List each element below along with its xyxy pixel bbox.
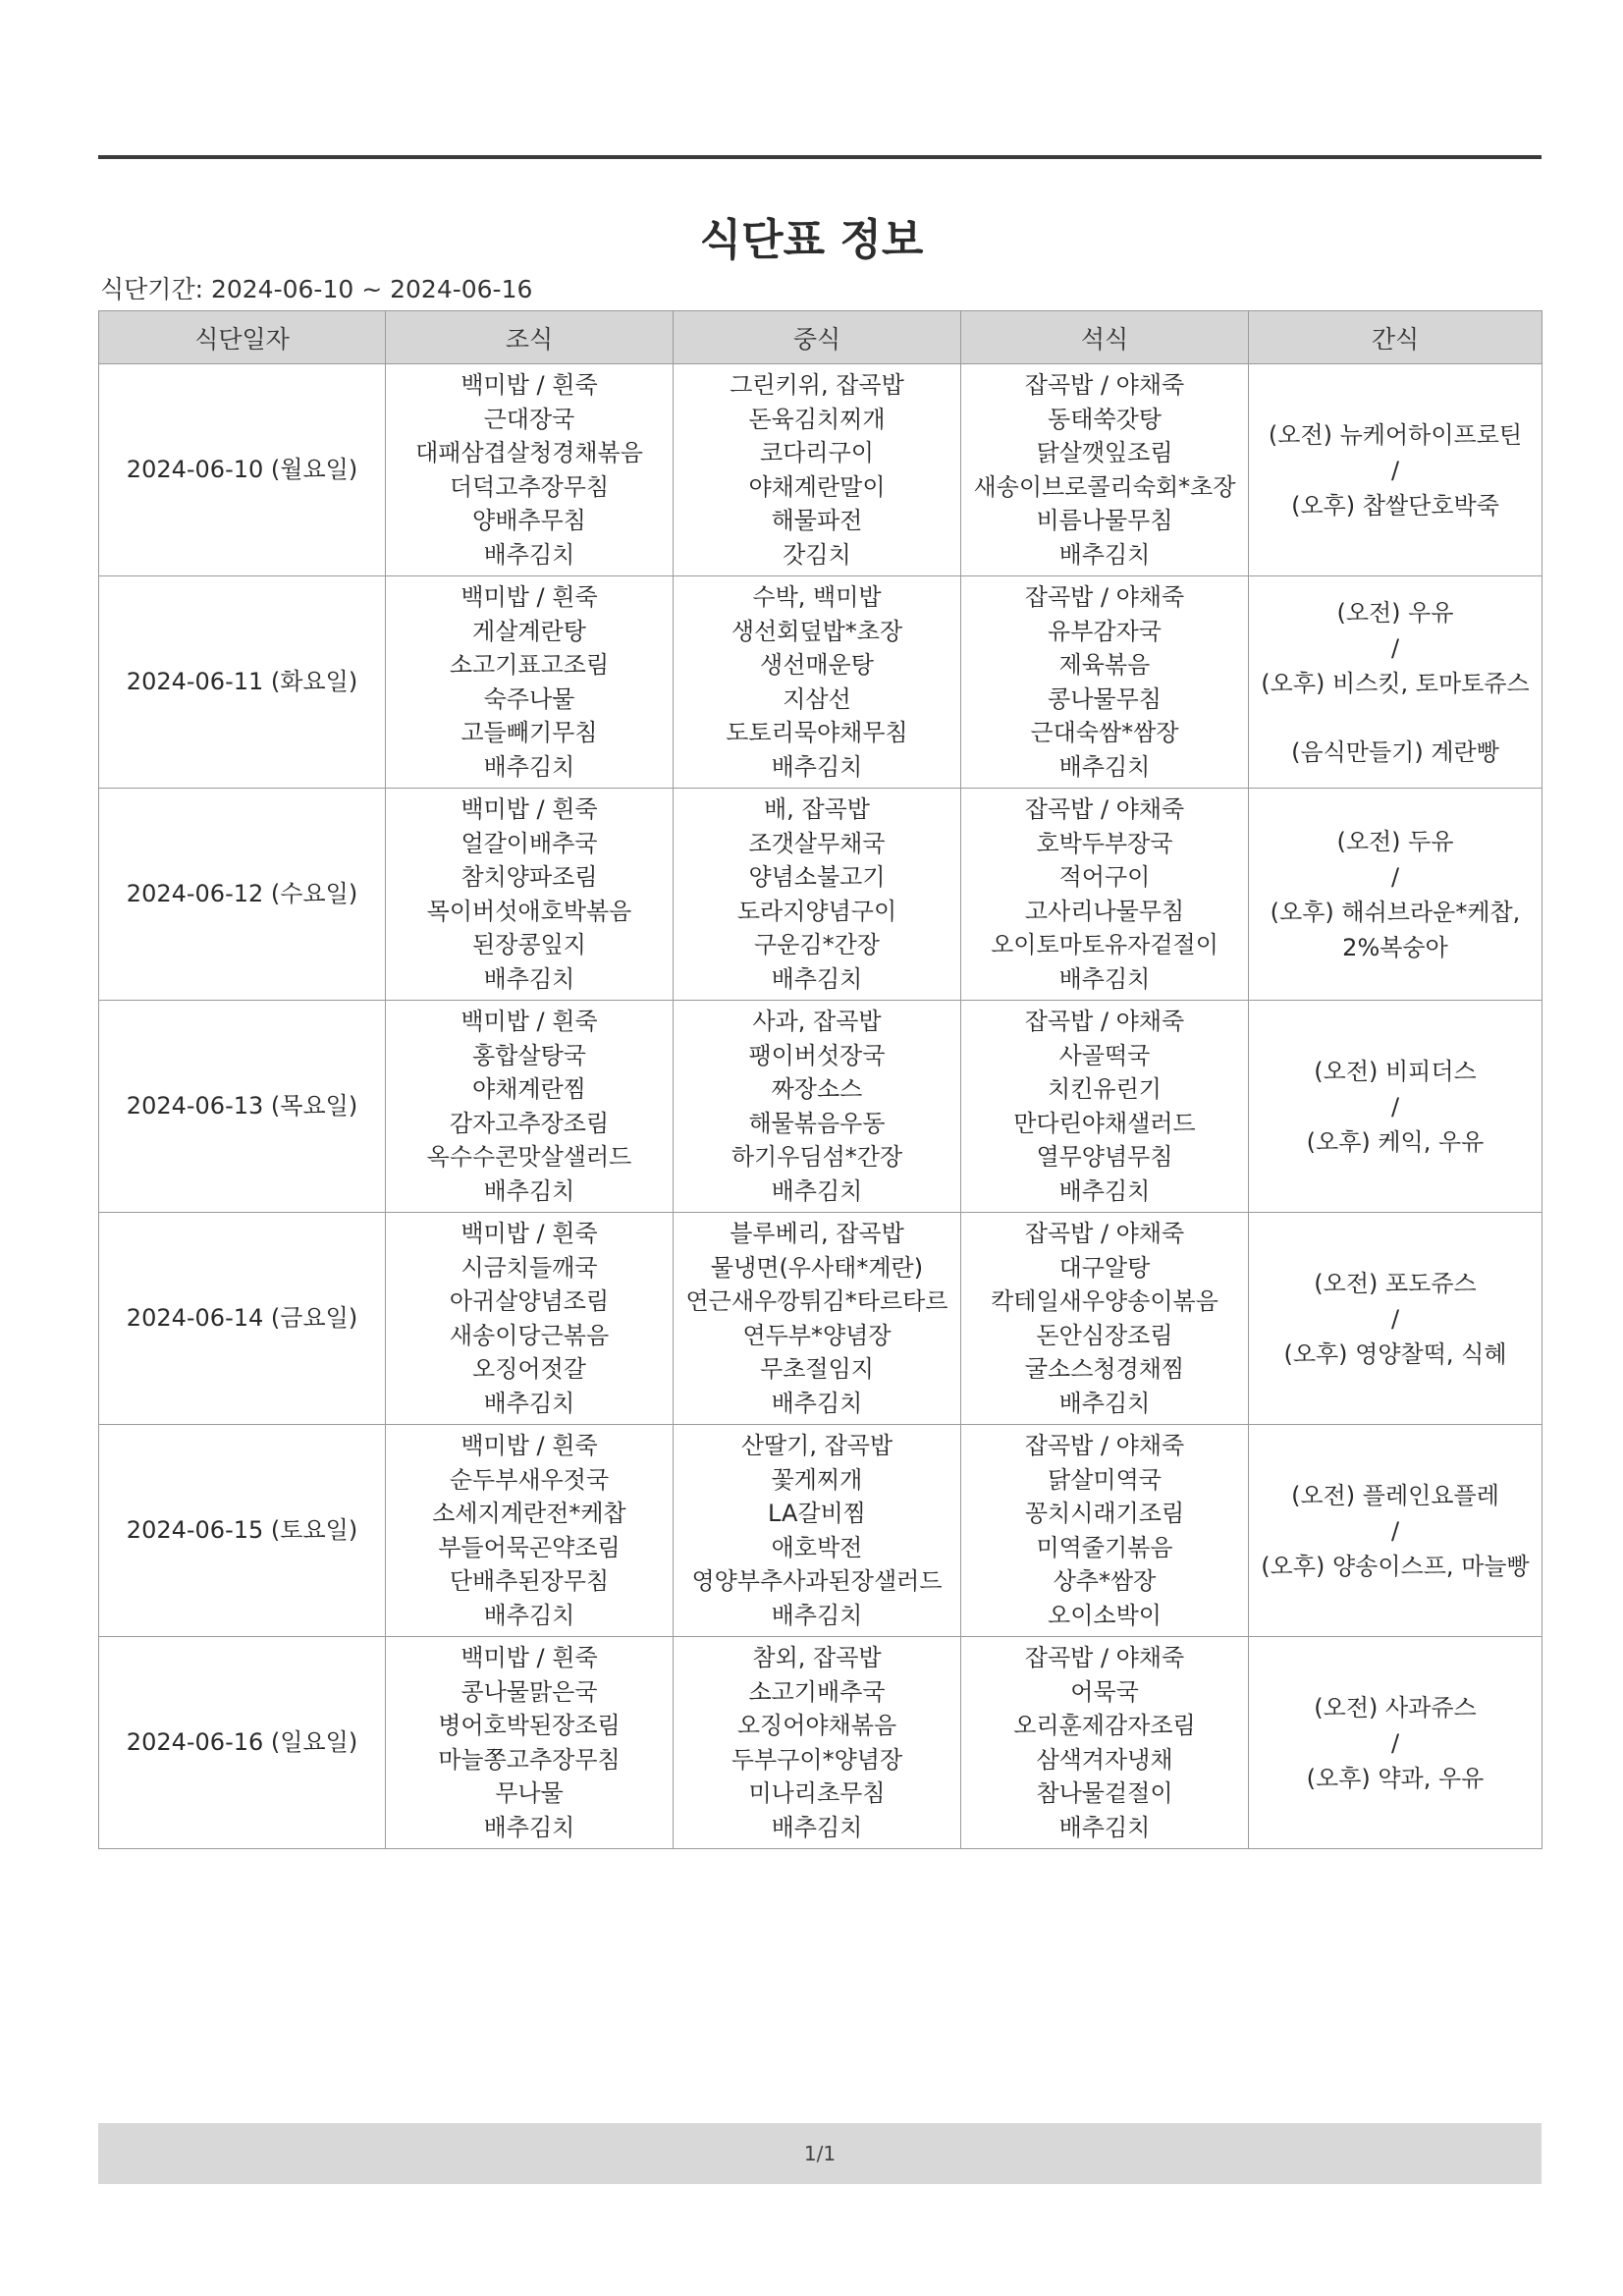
menu-item: 배추김치 (771, 1813, 863, 1841)
menu-item: / (1390, 1092, 1400, 1121)
menu-item: (오후) 해쉬브라운*케찹, (1270, 898, 1521, 926)
menu-item: 구운김*간장 (754, 931, 880, 958)
menu-item: 돈안심장조림 (1036, 1321, 1173, 1349)
menu-item: 만다린야채샐러드 (1013, 1109, 1196, 1137)
menu-item: / (1390, 862, 1400, 891)
menu-item: 도토리묵야채무침 (726, 719, 908, 746)
date-cell: 2024-06-15 (토요일) (99, 1425, 386, 1637)
menu-item: 영양부추사과된장샐러드 (691, 1567, 943, 1595)
menu-item: 미역줄기볶음 (1036, 1533, 1173, 1561)
breakfast-cell (386, 576, 674, 789)
menu-period: 식단기간: 2024-06-10 ~ 2024-06-16 (100, 275, 533, 303)
menu-item: 잡곡밥 / 야채죽 (1024, 1008, 1185, 1035)
lunch-cell (674, 576, 961, 789)
menu-item: 하기우딤섬*간장 (730, 1143, 903, 1171)
menu-item: 갓김치 (783, 540, 851, 569)
menu-item: 새송이당근볶음 (449, 1321, 610, 1349)
menu-item: 배추김치 (771, 1176, 863, 1205)
menu-item: (오후) 비스킷, 토마토쥬스 (1261, 669, 1530, 697)
menu-item: (오후) 영양찰떡, 식혜 (1283, 1339, 1507, 1368)
date-cell: 2024-06-12 (수요일) (99, 789, 386, 1001)
menu-item: 호박두부장국 (1036, 829, 1173, 857)
menu-item: 무초절임지 (760, 1355, 874, 1383)
menu-item: 배추김치 (1058, 1176, 1151, 1205)
menu-item: / (1390, 456, 1400, 484)
snack-cell (1249, 1637, 1542, 1849)
menu-item: 참치양파조림 (460, 863, 598, 891)
menu-item: 상추*쌈장 (1053, 1567, 1157, 1595)
menu-item: 배추김치 (771, 752, 863, 781)
date-cell: 2024-06-14 (금요일) (99, 1213, 386, 1425)
menu-item: 양념소불고기 (748, 863, 886, 891)
menu-item: (오후) 약과, 우유 (1306, 1764, 1485, 1792)
menu-item: LA갈비찜 (768, 1500, 866, 1527)
menu-item: 닭살깻잎조림 (1036, 439, 1173, 466)
menu-item: (오전) 플레인요플레 (1291, 1481, 1499, 1509)
date-cell: 2024-06-11 (화요일) (99, 576, 386, 789)
menu-item: 배추김치 (1058, 752, 1151, 781)
blank-line (1253, 701, 1538, 735)
menu-item: 배추김치 (1058, 1389, 1151, 1417)
menu-item: 소고기배추국 (748, 1677, 886, 1706)
menu-item: 배추김치 (1058, 1813, 1151, 1841)
menu-item: 수박, 백미밥 (752, 583, 882, 611)
menu-item: 배추김치 (771, 964, 863, 993)
menu-item: 소고기표고조림 (449, 651, 610, 679)
menu-item: 백미밥 / 흰죽 (460, 371, 598, 399)
menu-item: / (1390, 1304, 1400, 1333)
menu-item: 고사리나물무침 (1024, 897, 1185, 925)
menu-item: 제육볶음 (1058, 651, 1151, 679)
snack-cell (1249, 789, 1542, 1001)
lunch-cell (674, 364, 961, 576)
top-divider (98, 155, 1542, 159)
lunch-cell (674, 1001, 961, 1213)
menu-item: 배추김치 (483, 1601, 575, 1629)
menu-item: (오전) 뉴케어하이프로틴 (1268, 420, 1523, 449)
snack-cell (1249, 1425, 1542, 1637)
menu-item: 마늘쫑고추장무침 (438, 1745, 621, 1774)
menu-item: 해물볶음우동 (748, 1109, 886, 1137)
menu-item: 잡곡밥 / 야채죽 (1024, 1644, 1185, 1671)
breakfast-cell (386, 1425, 674, 1637)
menu-item: 배, 잡곡밥 (764, 795, 870, 823)
menu-item: 옥수수콘맛살샐러드 (426, 1143, 632, 1171)
menu-item: 배추김치 (483, 540, 575, 569)
menu-item: 야채계란말이 (748, 472, 886, 501)
breakfast-cell (386, 1637, 674, 1849)
table-row (99, 1001, 1542, 1213)
breakfast-cell (386, 1001, 674, 1213)
menu-item: / (1390, 1516, 1400, 1545)
menu-item: 오징어야채볶음 (736, 1712, 897, 1739)
menu-item: 잡곡밥 / 야채죽 (1024, 795, 1185, 823)
menu-item: 2%복숭아 (1342, 933, 1448, 961)
menu-item: 애호박전 (771, 1533, 863, 1561)
menu-item: 생선매운탕 (760, 651, 874, 679)
dinner-cell (961, 1425, 1249, 1637)
dinner-cell (961, 364, 1249, 576)
menu-item: 게살계란탕 (472, 617, 586, 645)
menu-item: 소세지계란전*케찹 (432, 1500, 626, 1527)
menu-item: 잡곡밥 / 야채죽 (1024, 1432, 1185, 1459)
menu-item: / (1390, 1728, 1400, 1757)
snack-cell (1249, 576, 1542, 789)
date-cell: 2024-06-13 (목요일) (99, 1001, 386, 1213)
header-lunch: 중식 (674, 311, 961, 364)
table-row (99, 1213, 1542, 1425)
menu-item: 배추김치 (483, 964, 575, 993)
menu-item: 오이토마토유자겉절이 (991, 931, 1218, 958)
menu-item: 짜장소스 (771, 1075, 863, 1103)
menu-item: (오전) 포도쥬스 (1314, 1269, 1477, 1297)
menu-item: 굴소스청경채찜 (1024, 1355, 1185, 1383)
breakfast-cell (386, 364, 674, 576)
menu-item: 배추김치 (1058, 964, 1151, 993)
menu-item: 배추김치 (771, 1389, 863, 1417)
menu-item: 조갯살무채국 (748, 829, 886, 857)
menu-item: 오징어젓갈 (472, 1355, 586, 1383)
date-cell: 2024-06-10 (월요일) (99, 364, 386, 576)
menu-item: 동태쑥갓탕 (1048, 405, 1162, 433)
menu-item: 생선회덮밥*초장 (730, 617, 903, 645)
menu-item: 산딸기, 잡곡밥 (740, 1432, 893, 1459)
header-snack: 간식 (1249, 311, 1542, 364)
menu-item: 순두부새우젓국 (449, 1465, 610, 1494)
page-number: 1/1 (803, 2142, 837, 2165)
dinner-cell (961, 576, 1249, 789)
menu-item: 오리훈제감자조림 (1013, 1712, 1196, 1739)
menu-item: 야채계란찜 (472, 1075, 586, 1103)
menu-item: 양배추무침 (472, 507, 586, 534)
table-row (99, 364, 1542, 576)
menu-item: 물냉면(우사태*계란) (710, 1253, 924, 1282)
snack-cell (1249, 1213, 1542, 1425)
menu-item: 칵테일새우양송이볶음 (991, 1287, 1218, 1315)
menu-item: 백미밥 / 흰죽 (460, 1644, 598, 1671)
menu-item: 사골떡국 (1058, 1041, 1151, 1069)
breakfast-cell (386, 1213, 674, 1425)
menu-item: (오전) 사과쥬스 (1314, 1693, 1477, 1722)
menu-item: 배추김치 (483, 1176, 575, 1205)
menu-item: (오후) 찹쌀단호박죽 (1291, 491, 1499, 519)
table-row (99, 1637, 1542, 1849)
menu-item: 오이소박이 (1048, 1601, 1162, 1629)
header-date: 식단일자 (99, 311, 386, 364)
menu-item: 연두부*양념장 (742, 1321, 892, 1349)
menu-item: / (1390, 633, 1400, 662)
dinner-cell (961, 789, 1249, 1001)
menu-item: 꽃게찌개 (771, 1465, 863, 1494)
menu-item: 비름나물무침 (1036, 507, 1173, 534)
menu-item: 두부구이*양념장 (730, 1745, 903, 1774)
header-breakfast: 조식 (386, 311, 674, 364)
menu-item: 잡곡밥 / 야채죽 (1024, 1220, 1185, 1247)
menu-item: 배추김치 (483, 1813, 575, 1841)
table-row (99, 576, 1542, 789)
menu-item: (오후) 케익, 우유 (1306, 1127, 1485, 1156)
menu-item: 백미밥 / 흰죽 (460, 795, 598, 823)
menu-item: 그린키위, 잡곡밥 (730, 371, 904, 399)
menu-item: 지삼선 (783, 684, 851, 713)
menu-item: 참외, 잡곡밥 (752, 1644, 882, 1671)
menu-item: 꽁치시래기조림 (1024, 1500, 1185, 1527)
dinner-cell (961, 1001, 1249, 1213)
menu-item: 대구알탕 (1058, 1253, 1151, 1282)
menu-item: (오후) 양송이스프, 마늘빵 (1261, 1552, 1530, 1580)
menu-item: 아귀살양념조림 (449, 1287, 610, 1315)
menu-item: 숙주나물 (483, 684, 575, 713)
meal-plan-table (98, 310, 1542, 1849)
menu-item: 적어구이 (1058, 863, 1151, 891)
menu-item: 어묵국 (1070, 1677, 1139, 1706)
menu-item: 삼색겨자냉채 (1036, 1745, 1173, 1774)
menu-item: 코다리구이 (760, 439, 874, 466)
menu-item: 대패삼겹살청경채볶음 (415, 439, 643, 466)
lunch-cell (674, 789, 961, 1001)
menu-item: 배추김치 (483, 1389, 575, 1417)
menu-item: 무나물 (495, 1779, 564, 1807)
menu-item: 치킨유린기 (1048, 1075, 1162, 1103)
table-header-row (99, 311, 1542, 364)
menu-item: 근대숙쌈*쌈장 (1030, 719, 1179, 746)
menu-item: 열무양념무침 (1036, 1143, 1173, 1171)
menu-item: 닭살미역국 (1048, 1465, 1162, 1494)
menu-item: 해물파전 (771, 507, 863, 534)
header-dinner: 석식 (961, 311, 1249, 364)
menu-item: 목이버섯애호박볶음 (426, 897, 632, 925)
menu-item: 단배추된장무침 (449, 1567, 610, 1595)
menu-item: 백미밥 / 흰죽 (460, 1220, 598, 1247)
menu-item: 콩나물무침 (1048, 684, 1162, 713)
menu-item: (오전) 비피더스 (1314, 1057, 1477, 1085)
menu-item: 백미밥 / 흰죽 (460, 583, 598, 611)
lunch-cell (674, 1213, 961, 1425)
menu-item: 부들어묵곤약조림 (438, 1533, 621, 1561)
menu-item: 미나리초무침 (748, 1779, 886, 1807)
lunch-cell (674, 1637, 961, 1849)
menu-item: 된장콩잎지 (472, 931, 586, 958)
menu-item: 고들빼기무침 (460, 719, 598, 746)
menu-item: 블루베리, 잡곡밥 (730, 1220, 904, 1247)
menu-item: 돈육김치찌개 (748, 405, 886, 433)
menu-item: 참나물겉절이 (1036, 1779, 1173, 1807)
breakfast-cell (386, 789, 674, 1001)
menu-item: 백미밥 / 흰죽 (460, 1432, 598, 1459)
menu-item: (오전) 두유 (1336, 827, 1454, 855)
menu-item: 얼갈이배추국 (460, 829, 598, 857)
menu-item: 잡곡밥 / 야채죽 (1024, 583, 1185, 611)
menu-item: 근대장국 (483, 405, 575, 433)
menu-item: 팽이버섯장국 (748, 1041, 886, 1069)
menu-item: 시금치들깨국 (460, 1253, 598, 1282)
menu-item: 병어호박된장조림 (438, 1712, 621, 1739)
menu-item: 배추김치 (483, 752, 575, 781)
snack-cell (1249, 364, 1542, 576)
table-row (99, 1425, 1542, 1637)
snack-cell (1249, 1001, 1542, 1213)
dinner-cell (961, 1213, 1249, 1425)
menu-item: 사과, 잡곡밥 (752, 1008, 882, 1035)
dinner-cell (961, 1637, 1249, 1849)
date-cell: 2024-06-16 (일요일) (99, 1637, 386, 1849)
table-row (99, 789, 1542, 1001)
menu-item: 더덕고추장무침 (449, 472, 610, 501)
menu-item: 홍합살탕국 (472, 1041, 586, 1069)
lunch-cell (674, 1425, 961, 1637)
menu-item: 연근새우깡튀김*타르타르 (685, 1287, 948, 1315)
menu-item: 배추김치 (1058, 540, 1151, 569)
menu-item: 새송이브로콜리숙회*초장 (973, 472, 1236, 501)
menu-item: (음식만들기) 계란빵 (1291, 738, 1499, 766)
menu-item: 백미밥 / 흰죽 (460, 1008, 598, 1035)
menu-item: 콩나물맑은국 (460, 1677, 598, 1706)
menu-item: (오전) 우유 (1336, 598, 1454, 627)
menu-item: 유부감자국 (1048, 617, 1162, 645)
menu-item: 배추김치 (771, 1601, 863, 1629)
menu-item: 도라지양념구이 (736, 897, 897, 925)
page-title: 식단표 정보 (699, 215, 924, 265)
menu-item: 감자고추장조림 (449, 1109, 610, 1137)
menu-item: 잡곡밥 / 야채죽 (1024, 371, 1185, 399)
page-footer (98, 2123, 1542, 2184)
